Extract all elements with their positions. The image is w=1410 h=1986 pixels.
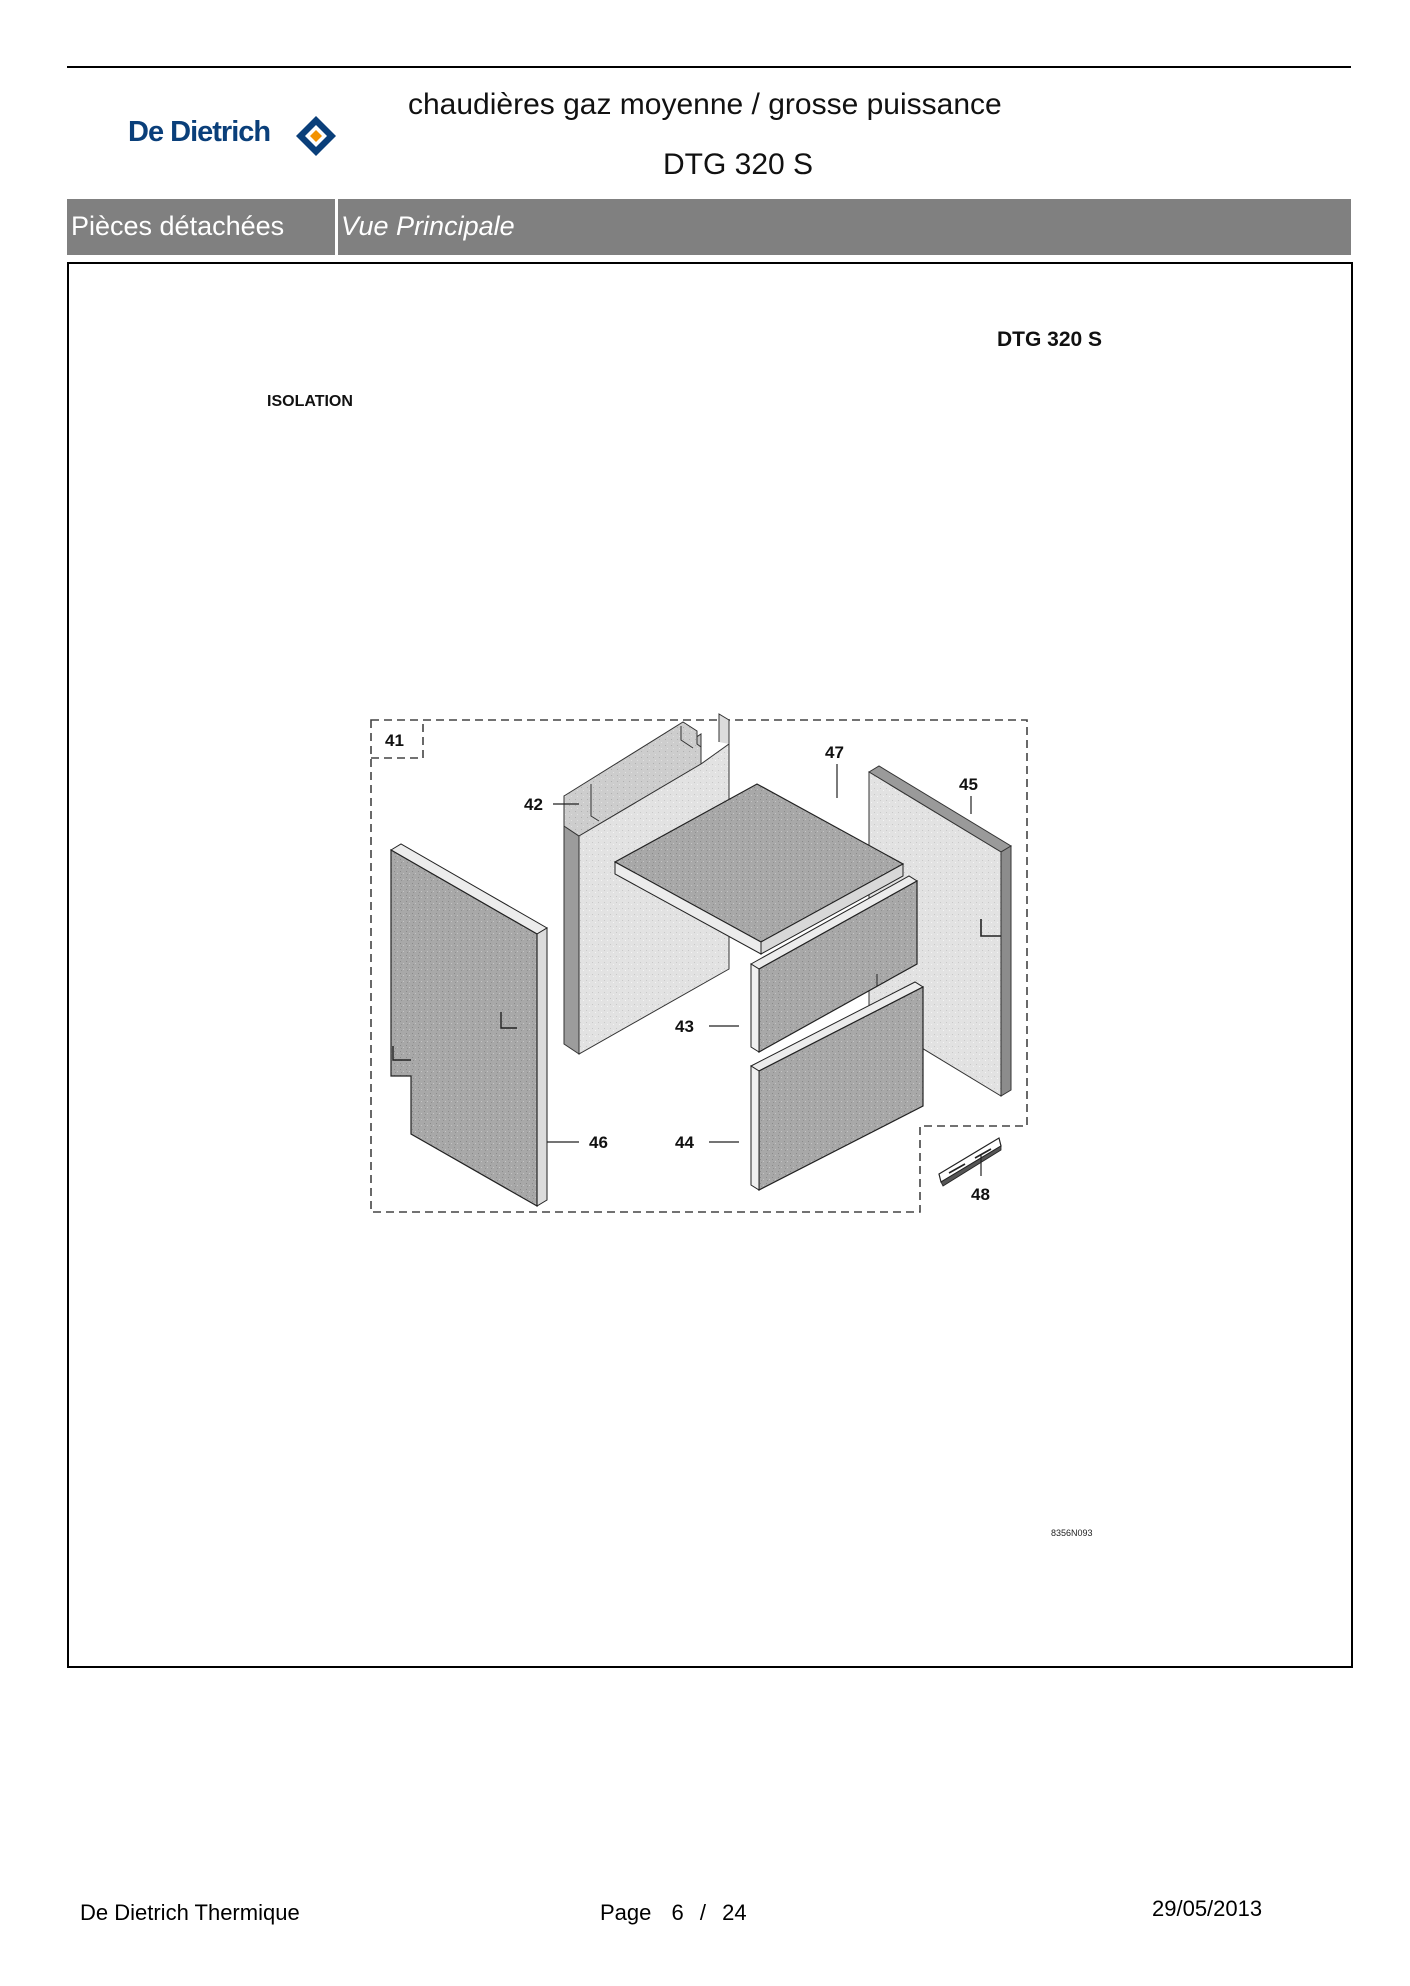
footer-date: 29/05/2013 [1152, 1896, 1263, 1921]
document-title: chaudières gaz moyenne / grosse puissance [408, 88, 1002, 121]
callout-47: 47 [825, 743, 844, 762]
part-46-side-panel [391, 844, 547, 1206]
callout-42: 42 [524, 795, 543, 814]
page-total: 24 [722, 1900, 747, 1925]
drawing-frame [67, 262, 1353, 1668]
tab-divider [335, 199, 338, 255]
section-tab-bar [67, 199, 1351, 255]
page-separator: / [699, 1900, 707, 1925]
brand-name: De Dietrich [128, 116, 271, 148]
callout-45: 45 [959, 775, 978, 794]
footer-company: De Dietrich Thermique [80, 1900, 300, 1925]
document-model: DTG 320 S [662, 148, 814, 181]
callout-43: 43 [675, 1017, 694, 1036]
callout-41: 41 [385, 731, 404, 750]
drawing-reference: 8356N093 [1051, 1528, 1093, 1538]
callout-48: 48 [971, 1185, 990, 1204]
page-word: Page [600, 1900, 652, 1925]
footer-pagination [600, 1900, 747, 1926]
callout-46: 46 [589, 1133, 608, 1152]
part-48-clip [939, 1138, 1001, 1186]
drawing-model-label: DTG 320 S [997, 328, 1103, 351]
drawing-section-label: ISOLATION [267, 393, 353, 410]
callout-44: 44 [675, 1133, 694, 1152]
header-rule [67, 66, 1351, 68]
tab-spare-parts[interactable]: Pièces détachées [71, 211, 285, 241]
tab-main-view[interactable]: Vue Principale [341, 211, 515, 241]
page-current: 6 [671, 1900, 684, 1925]
exploded-view-drawing [69, 264, 1351, 1666]
